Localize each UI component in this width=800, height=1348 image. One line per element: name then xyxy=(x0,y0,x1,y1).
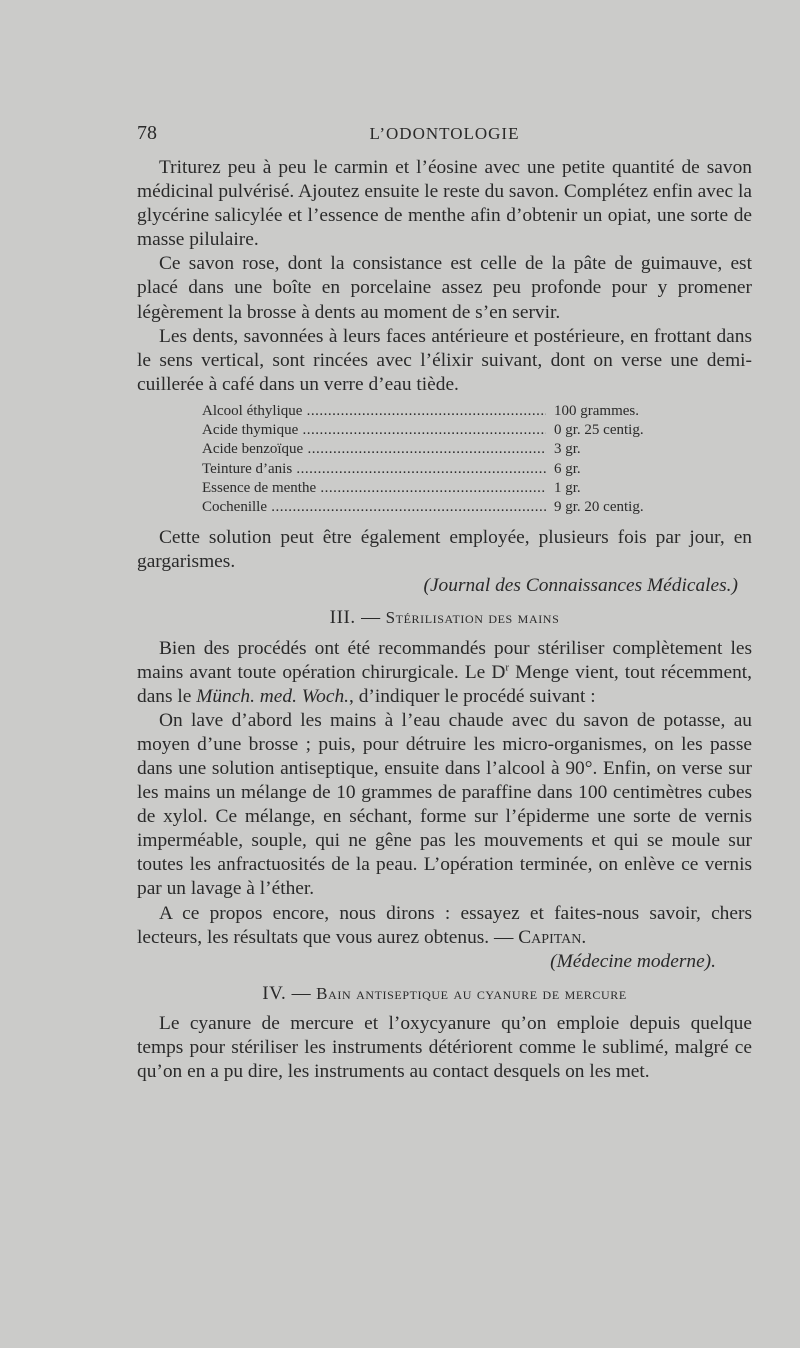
ingredient-name: Acide thymique ..... xyxy=(202,421,546,440)
formula-row xyxy=(202,440,702,459)
ingredient-quantity: 100 grammes. xyxy=(554,402,639,419)
formula-row xyxy=(202,421,702,440)
page-body xyxy=(137,156,752,1084)
running-title: L’ODONTOLOGIE xyxy=(369,124,520,143)
ingredient-name: Essence de menthe ..... xyxy=(202,479,546,498)
section-title: Bain antiseptique au cyanure de mercure xyxy=(316,983,627,1003)
formula-row xyxy=(202,498,702,517)
paragraph-text: A ce propos encore, nous dirons : essayez et faites-nous savoir, chers lecteurs, les résultats que vous aurez obtenus. — xyxy=(137,902,752,948)
section-heading-4 xyxy=(137,982,752,1006)
author-name: Capitan. xyxy=(518,926,587,948)
paragraph-3: Les dents, savonnées à leurs faces antérieure et postérieure, en frottant dans le sens vertical, sont rincées avec l’élixir suivant, dont on verse une demi-cuillerée à café dans un verre d’eau tiède. xyxy=(137,325,752,395)
formula-row xyxy=(202,460,702,479)
formula-list xyxy=(202,402,702,517)
page-header xyxy=(137,122,752,146)
ingredient-name: Acide benzoïque ..... xyxy=(202,440,546,459)
section-number: IV. — xyxy=(262,982,312,1004)
ingredient-quantity: 0 gr. 25 centig. xyxy=(554,422,644,439)
paragraph-2: Ce savon rose, dont la consistance est celle de la pâte de guimauve, est placé dans une boîte en porcelaine assez peu profonde pour y promener légèrement la brosse à dents au moment de s’en servir. xyxy=(137,253,752,323)
ingredient-quantity: 9 gr. 20 centig. xyxy=(554,498,644,515)
superscript: r xyxy=(505,661,510,674)
page-number: 78 xyxy=(137,122,157,144)
ingredient-name: Teinture d’anis ..... xyxy=(202,460,546,479)
ingredient-quantity: 1 gr. xyxy=(554,479,581,496)
ingredient-name: Alcool éthylique ..... xyxy=(202,402,546,421)
paragraph-8: Le cyanure de mercure et l’oxycyanure qu’on emploie depuis quelque temps pour stériliser les instruments détériorent comme le sublimé, malgré ce qu’on en a pu dire, les instruments au contact desquels on les met. xyxy=(137,1012,752,1083)
ingredient-quantity: 3 gr. xyxy=(554,441,581,458)
journal-name: Münch. med. Woch. xyxy=(196,685,349,707)
paragraph-6: On lave d’abord les mains à l’eau chaude avec du savon de potasse, au moyen d’une brosse ; puis, pour détruire les micro-organismes, on les passe dans une solution antiseptique, ensuite dans l’alcool à 90°. Enfin, on verse sur les mains un mélange de 10 grammes de paraffine dans 100 centimètres cubes de xylol. Ce mélange, en séchant, forme sur l’épiderme une sorte de vernis imperméable, souple, qui ne gêne pas les mouvements et qui se moule sur toutes les anfractuosités de la peau. L’opération terminée, on enlève ce vernis par un lavage à l’éther. xyxy=(137,709,752,900)
paragraph-4: Cette solution peut être également employée, plusieurs fois par jour, en gargarismes. xyxy=(137,527,752,573)
section-number: III. — xyxy=(329,607,381,629)
formula-row xyxy=(202,479,702,498)
section-heading-3 xyxy=(137,606,752,630)
paragraph-7 xyxy=(137,902,752,950)
paragraph-1: Triturez peu à peu le carmin et l’éosine avec une petite quantité de savon médicinal pulvérisé. Ajoutez ensuite le reste du savon. Complétez enfin avec la glycérine salicylée et l’essence de menthe afin d’obtenir un opiat, une sorte de masse pilulaire. xyxy=(137,157,752,251)
paragraph-text: , d’indiquer le procédé suivant : xyxy=(349,685,596,707)
source-citation: (Médecine moderne). xyxy=(550,950,716,972)
ingredient-name: Cochenille ..... xyxy=(202,498,546,517)
ingredient-quantity: 6 gr. xyxy=(554,460,581,477)
source-citation: (Journal des Connaissances Médicales.) xyxy=(423,575,738,597)
formula-row xyxy=(202,402,702,421)
paragraph-text: Bien des procédés ont été recommandés pour stériliser complètement les mains avant toute opération chirurgicale. Le D xyxy=(137,637,752,683)
paragraph-text: Menge vient, tout récemment, dans le xyxy=(137,661,753,707)
section-title: Stérilisation des mains xyxy=(385,608,560,628)
paragraph-5 xyxy=(137,637,752,709)
